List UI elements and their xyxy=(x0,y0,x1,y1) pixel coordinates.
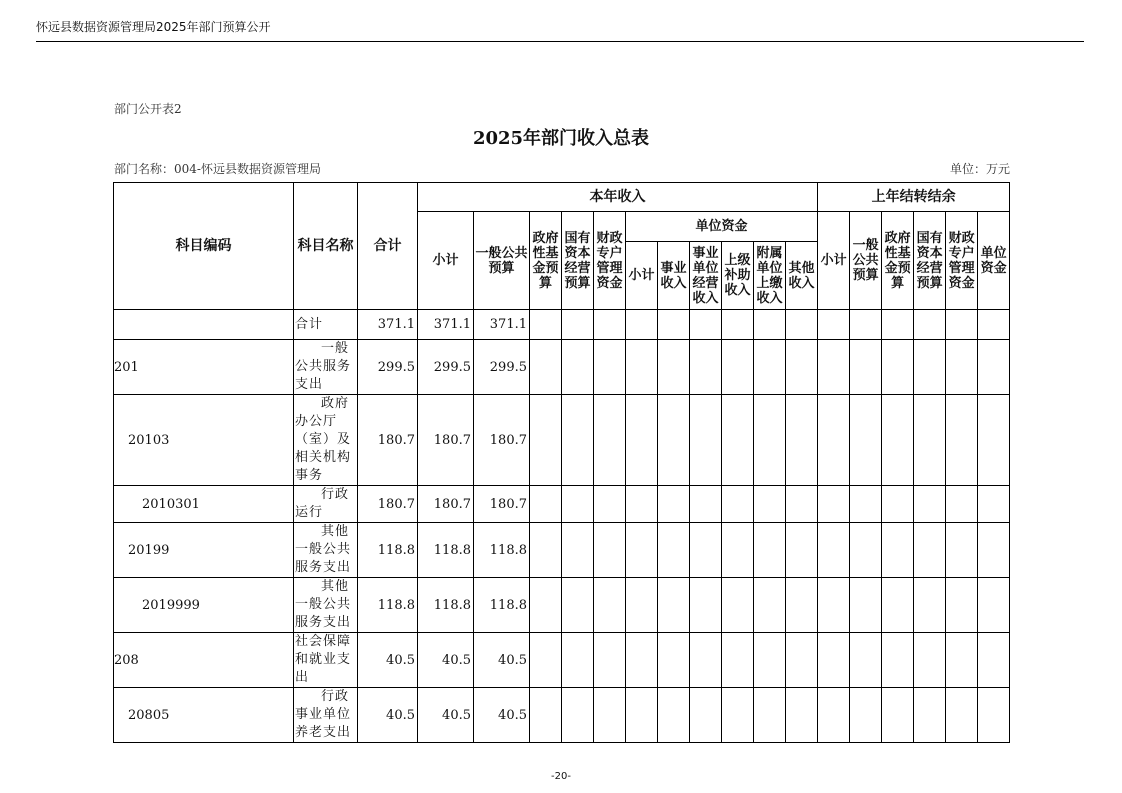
row-subtotal: 118.8 xyxy=(418,578,474,633)
row-subtotal: 180.7 xyxy=(418,395,474,486)
row-subtotal: 180.7 xyxy=(418,486,474,523)
row-name: 其他一般公共服务支出 xyxy=(294,578,358,633)
table-row xyxy=(114,633,1010,688)
unit-label: 单位：万元 xyxy=(950,162,1011,176)
row-name: 政府办公厅（室）及相关机构事务 xyxy=(294,395,358,486)
row-name: 其他一般公共服务支出 xyxy=(294,523,358,578)
header-general-budget: 一般公共预算 xyxy=(474,212,530,310)
row-name: 合计 xyxy=(294,310,358,340)
row-code: 20199 xyxy=(114,523,294,578)
row-general: 371.1 xyxy=(474,310,530,340)
row-name: 行政运行 xyxy=(294,486,358,523)
header-py-gov-fund: 政府性基金预算 xyxy=(882,212,914,310)
header-unit-subtotal: 小计 xyxy=(626,242,658,310)
page-number: -20- xyxy=(551,771,571,782)
table-row xyxy=(114,340,1010,395)
row-subtotal: 299.5 xyxy=(418,340,474,395)
header-py-general: 一般公共预算 xyxy=(850,212,882,310)
row-general: 180.7 xyxy=(474,395,530,486)
table-row xyxy=(114,523,1010,578)
header-other-income: 其他收入 xyxy=(786,242,818,310)
row-total: 299.5 xyxy=(358,340,418,395)
row-total: 180.7 xyxy=(358,486,418,523)
row-code: 20805 xyxy=(114,688,294,743)
row-general: 299.5 xyxy=(474,340,530,395)
header-py-subtotal: 小计 xyxy=(818,212,850,310)
row-general: 118.8 xyxy=(474,523,530,578)
header-gov-fund: 政府性基金预算 xyxy=(530,212,562,310)
table-row xyxy=(114,578,1010,633)
row-name: 社会保障和就业支出 xyxy=(294,633,358,688)
row-subtotal: 40.5 xyxy=(418,633,474,688)
row-total: 118.8 xyxy=(358,578,418,633)
row-total: 371.1 xyxy=(358,310,418,340)
row-name: 行政事业单位养老支出 xyxy=(294,688,358,743)
header-unit-funds: 单位资金 xyxy=(626,212,818,242)
header-name: 科目名称 xyxy=(294,183,358,310)
row-total: 40.5 xyxy=(358,688,418,743)
page-title: 2025年部门收入总表 xyxy=(472,128,650,149)
row-general: 180.7 xyxy=(474,486,530,523)
header-py-unit-funds: 单位资金 xyxy=(978,212,1010,310)
row-subtotal: 40.5 xyxy=(418,688,474,743)
header-code: 科目编码 xyxy=(114,183,294,310)
row-code xyxy=(114,310,294,340)
row-code: 201 xyxy=(114,340,294,395)
income-summary-table xyxy=(113,182,1010,743)
row-subtotal: 371.1 xyxy=(418,310,474,340)
header-fiscal-special: 财政专户管理资金 xyxy=(594,212,626,310)
header-operating-income: 事业单位经营收入 xyxy=(690,242,722,310)
table-row xyxy=(114,688,1010,743)
row-name: 一般公共服务支出 xyxy=(294,340,358,395)
header-affiliated-income: 附属单位上缴收入 xyxy=(754,242,786,310)
header-state-capital: 国有资本经营预算 xyxy=(562,212,594,310)
row-code: 208 xyxy=(114,633,294,688)
row-total: 118.8 xyxy=(358,523,418,578)
header-subsidy-income: 上级补助收入 xyxy=(722,242,754,310)
table-row xyxy=(114,395,1010,486)
row-subtotal: 118.8 xyxy=(418,523,474,578)
row-general: 40.5 xyxy=(474,633,530,688)
header-subtotal: 小计 xyxy=(418,212,474,310)
header-total: 合计 xyxy=(358,183,418,310)
form-number: 部门公开表2 xyxy=(114,102,182,116)
row-code: 20103 xyxy=(114,395,294,486)
header-py-state-capital: 国有资本经营预算 xyxy=(914,212,946,310)
header-py-fiscal-special: 财政专户管理资金 xyxy=(946,212,978,310)
header-prior-year: 上年结转结余 xyxy=(818,183,1010,212)
row-code: 2010301 xyxy=(114,486,294,523)
table-row xyxy=(114,310,1010,340)
row-general: 40.5 xyxy=(474,688,530,743)
header-career-income: 事业收入 xyxy=(658,242,690,310)
row-general: 118.8 xyxy=(474,578,530,633)
income-table-wrapper xyxy=(113,182,1010,743)
row-code: 2019999 xyxy=(114,578,294,633)
department-label: 部门名称：004-怀远县数据资源管理局 xyxy=(114,162,321,176)
header-current-year: 本年收入 xyxy=(418,183,818,212)
page-header: 怀远县数据资源管理局2025年部门预算公开 xyxy=(36,18,1084,42)
row-total: 40.5 xyxy=(358,633,418,688)
table-row xyxy=(114,486,1010,523)
row-total: 180.7 xyxy=(358,395,418,486)
